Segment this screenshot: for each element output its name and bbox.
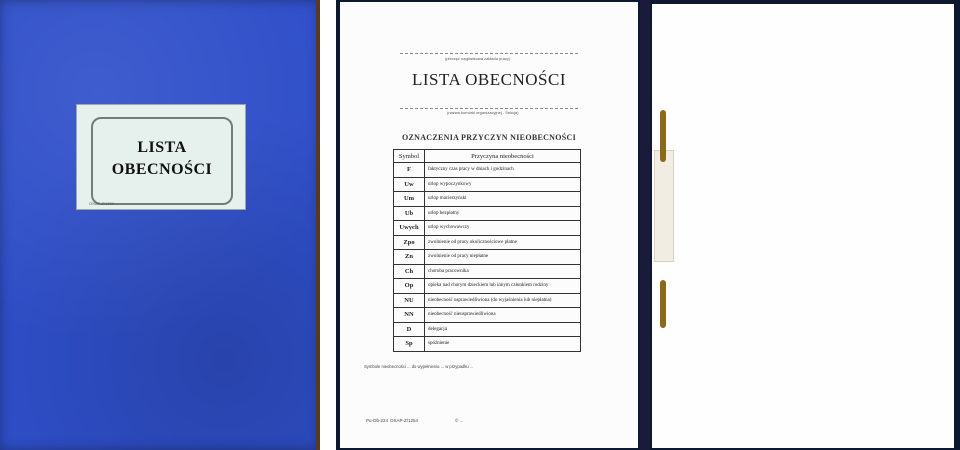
cover-title-line2: OBECNOŚCI — [111, 161, 213, 178]
header-line-top — [400, 53, 578, 54]
table-row — [394, 177, 581, 192]
fastener-prong-top — [660, 110, 666, 162]
reason-cell: urlop bezpłatny — [425, 206, 581, 221]
table-header-symbol: Symbol — [394, 150, 425, 163]
table-row — [394, 322, 581, 337]
document-title: LISTA OBECNOŚCI — [412, 70, 566, 89]
symbol-cell: Um — [394, 192, 425, 207]
reason-cell: nieobecność usprawiedliwiona (do wyjaśnienia lub niepłatna) — [425, 293, 581, 308]
fastener-strip — [654, 150, 674, 262]
cover-label — [76, 104, 246, 210]
table-row — [394, 221, 581, 236]
header-caption-top: (pieczęć nagłówkowa zakładu pracy) — [445, 56, 511, 61]
reason-cell: zwolnienie od pracy okolicznościowe płatne — [425, 235, 581, 250]
symbol-cell: Sp — [394, 337, 425, 352]
absence-codes-table — [393, 149, 581, 352]
reason-cell: urlop wychowawczy — [425, 221, 581, 236]
cover-title-line1: LISTA — [137, 139, 187, 156]
table-row — [394, 192, 581, 207]
table-row — [394, 264, 581, 279]
table-row — [394, 337, 581, 352]
reason-cell: choroba pracownika — [425, 264, 581, 279]
reason-cell: urlop macierzyński — [425, 192, 581, 207]
footer-right: © ... — [455, 418, 464, 423]
table-row — [394, 279, 581, 294]
symbol-cell: NU — [394, 293, 425, 308]
table-row — [394, 163, 581, 178]
cover-label-frame — [91, 117, 233, 205]
symbol-cell: Uwych — [394, 221, 425, 236]
symbol-cell: D — [394, 322, 425, 337]
reason-cell: urlop wypoczynkowy — [425, 177, 581, 192]
table-row — [394, 250, 581, 265]
footer-left: Pu-Ob-224 — [366, 418, 389, 423]
binder-cover — [0, 0, 320, 450]
symbol-cell: Zpo — [394, 235, 425, 250]
folder-spine — [640, 0, 650, 450]
blank-page — [652, 4, 954, 448]
reason-cell: faktyczny czas pracy w dniach i godzinach — [425, 163, 581, 178]
fastener-prong-bottom — [660, 280, 666, 328]
header-caption-middle: (nazwa komórki organizacyjnej - Sekcja) — [447, 110, 519, 115]
table-row — [394, 235, 581, 250]
symbol-cell: F — [394, 163, 425, 178]
reason-cell: nieobecność nieusprawiedliwiona — [425, 308, 581, 323]
cover-edge — [316, 0, 320, 450]
table-row — [394, 206, 581, 221]
header-line-middle — [400, 108, 578, 109]
symbol-cell: Ub — [394, 206, 425, 221]
symbol-cell: Zn — [394, 250, 425, 265]
table-row — [394, 308, 581, 323]
table-header-reason: Przyczyna nieobecności — [425, 150, 581, 163]
symbol-cell: Ch — [394, 264, 425, 279]
reason-cell: zwolnienie od pracy niepłatne — [425, 250, 581, 265]
footer-mid: OSAP-Z/1254 — [390, 418, 419, 423]
table-subtitle: OZNACZENIA PRZYCZYN NIEOBECNOŚCI — [401, 133, 577, 142]
reason-cell: spóźnienie — [425, 337, 581, 352]
document-notes: Symbole nieobecności ... do wypełnienia ... w przypadku ... — [364, 364, 474, 369]
symbol-cell: NN — [394, 308, 425, 323]
table-row — [394, 293, 581, 308]
symbol-cell: Op — [394, 279, 425, 294]
binder-fastener — [654, 110, 672, 340]
symbol-cell: Uw — [394, 177, 425, 192]
reason-cell: opieka nad chorym dzieckiem lub innym członkiem rodziny — [425, 279, 581, 294]
reason-cell: delegacja — [425, 322, 581, 337]
cover-footer: OSAP-Z/1254 ... — [89, 201, 119, 206]
